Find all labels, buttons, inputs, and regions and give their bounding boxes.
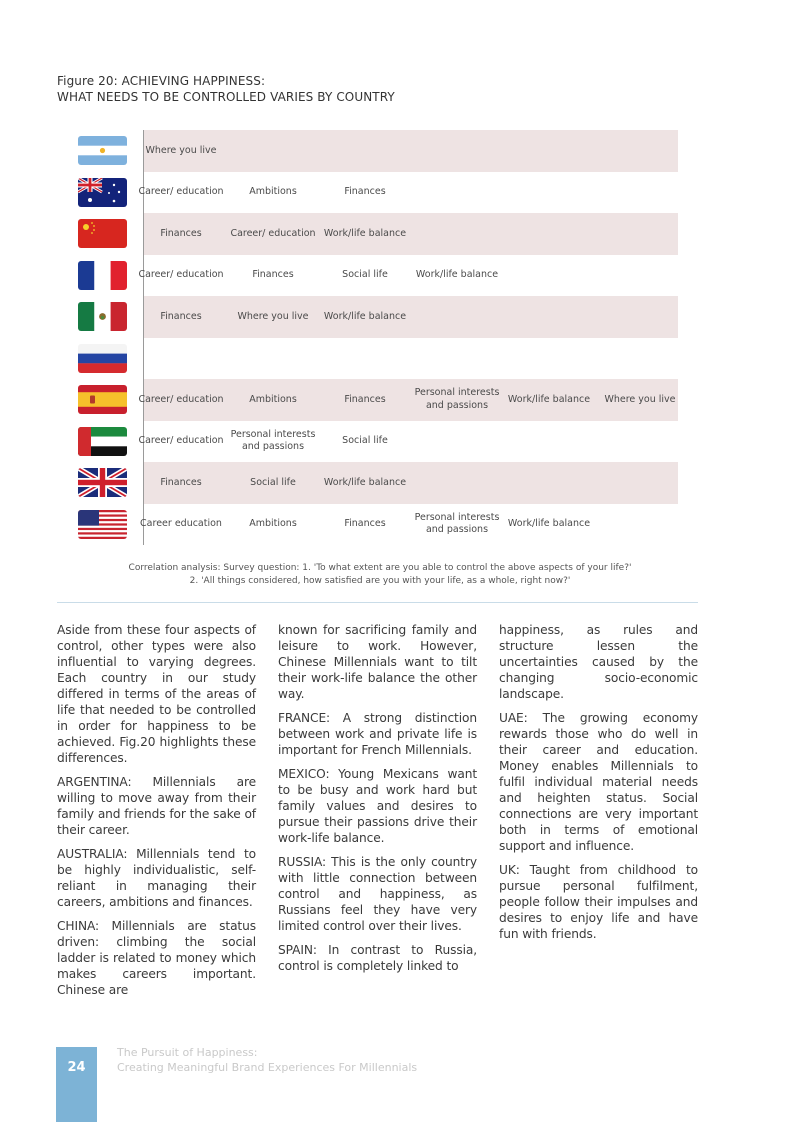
table-cell: Social life: [250, 476, 296, 488]
table-cell: Personal interests and passions: [230, 428, 316, 453]
text-column-3: [499, 622, 698, 950]
table-cell: Career/ education: [138, 269, 224, 280]
paragraph: Aside from these four aspects of control, other types were also influential to varying degrees. Each country in our study differed in terms of the areas of life that needed to be controlled in order for happiness to be achieved. Fig.20 highlights these differences.: [57, 623, 256, 765]
text-column-1: [57, 622, 256, 1006]
table-cell: Ambitions: [249, 393, 297, 405]
table-row: [78, 296, 678, 338]
table-row: [78, 379, 678, 421]
china-flag-icon: [78, 219, 127, 248]
table-cell: Finances: [252, 269, 294, 280]
table-cell: Personal interests and passions: [414, 387, 500, 411]
figure-title-line2: WHAT NEEDS TO BE CONTROLLED VARIES BY COUNTRY: [57, 90, 395, 104]
table-cell: Social life: [342, 269, 388, 280]
table-cell: Ambitions: [249, 518, 297, 529]
table-cell: Finances: [160, 476, 202, 488]
paragraph: FRANCE: A strong distinction between work and private life is important for French Millennials.: [278, 711, 477, 757]
table-row: [78, 338, 678, 380]
figure-title: [57, 73, 395, 105]
paragraph: SPAIN: In contrast to Russia, control is completely linked to: [278, 943, 477, 973]
table-cell: Work/life balance: [323, 310, 407, 322]
table-cell: Where you live: [237, 310, 309, 322]
correlation-note-line2: 2. 'All things considered, how satisfied are you with your life, as a whole, right now?': [189, 576, 571, 586]
paragraph: RUSSIA: This is the only country with little connection between control and happiness, as Russians feel they have very limited control over their lives.: [278, 855, 477, 933]
paragraph: CHINA: Millennials are status driven: climbing the social ladder is related to money which makes careers important. Chinese are: [57, 919, 256, 997]
table-cell: Career/ education: [230, 227, 316, 239]
uae-flag-icon: [78, 427, 127, 456]
spain-flag-icon: [78, 385, 127, 414]
footer-line2: Creating Meaningful Brand Experiences For Millennials: [117, 1061, 418, 1074]
paragraph: UAE: The growing economy rewards those who do well in their career and education. Money enables Millennials to fulfil individual material needs and heighten status. Social connections are very important both in terms of emotional support and influence.: [499, 711, 698, 853]
table-cell: Work/life balance: [507, 518, 591, 529]
usa-flag-icon: [78, 510, 127, 539]
france-flag-icon: [78, 261, 127, 290]
table-cell: Personal interests and passions: [414, 511, 500, 536]
table-cell: Finances: [160, 310, 202, 322]
paragraph: UK: Taught from childhood to pursue personal fulfilment, people follow their impulses and desires to enjoy life and have fun with friends.: [499, 863, 698, 941]
page-number-box: [56, 1047, 97, 1122]
table-cell: Work/life balance: [415, 269, 499, 280]
australia-flag-icon: [78, 178, 127, 207]
paragraph: known for sacrificing family and leisure to work. However, Chinese Millennials want to tilt their work-life balance the other way.: [278, 623, 477, 701]
table-row: [78, 462, 678, 504]
country-control-table: [78, 130, 678, 545]
table-cell: Career/ education: [138, 393, 224, 405]
table-cell: Ambitions: [249, 186, 297, 197]
figure-title-line1: Figure 20: ACHIEVING HAPPINESS:: [57, 74, 266, 88]
paragraph: happiness, as rules and structure lessen the uncertainties caused by the changing socio-economic landscape.: [499, 623, 698, 701]
table-cell: Work/life balance: [323, 476, 407, 488]
table-cell: Where you live: [604, 393, 676, 405]
mexico-flag-icon: [78, 302, 127, 331]
table-cell: Career education: [140, 518, 222, 529]
table-row: [78, 255, 678, 297]
page-number: 24: [67, 1060, 86, 1075]
table-cell: Finances: [160, 227, 202, 239]
table-cell: Social life: [342, 435, 388, 446]
table-row: [78, 213, 678, 255]
russia-flag-icon: [78, 344, 127, 373]
table-cell: Finances: [344, 518, 386, 529]
uk-flag-icon: [78, 468, 127, 497]
paragraph: AUSTRALIA: Millennials tend to be highly individualistic, self-reliant in managing their careers, ambitions and finances.: [57, 847, 256, 909]
footer-title: [117, 1045, 417, 1075]
section-divider: [57, 602, 698, 603]
table-row: [78, 421, 678, 463]
text-column-2: [278, 622, 477, 982]
table-cell: Career/ education: [138, 186, 224, 197]
table-cell: Finances: [344, 186, 386, 197]
footer-line1: The Pursuit of Happiness:: [117, 1046, 258, 1059]
argentina-flag-icon: [78, 136, 127, 165]
paragraph: MEXICO: Young Mexicans want to be busy and work hard but family values and desires to pursue their passions drive their work-life balance.: [278, 767, 477, 845]
table-cell: Finances: [344, 393, 386, 405]
table-cell: Where you live: [145, 144, 217, 156]
paragraph: ARGENTINA: Millennials are willing to move away from their family and friends for the sake of their career.: [57, 775, 256, 837]
table-cell: Work/life balance: [507, 393, 591, 405]
table-row: [78, 172, 678, 214]
correlation-note-line1: Correlation analysis: Survey question: 1. 'To what extent are you able to control the above aspects of your life?': [128, 563, 632, 573]
table-cell: Career/ education: [138, 435, 224, 446]
table-row: [78, 130, 678, 172]
table-row: [78, 504, 678, 546]
table-cell: Work/life balance: [323, 227, 407, 239]
